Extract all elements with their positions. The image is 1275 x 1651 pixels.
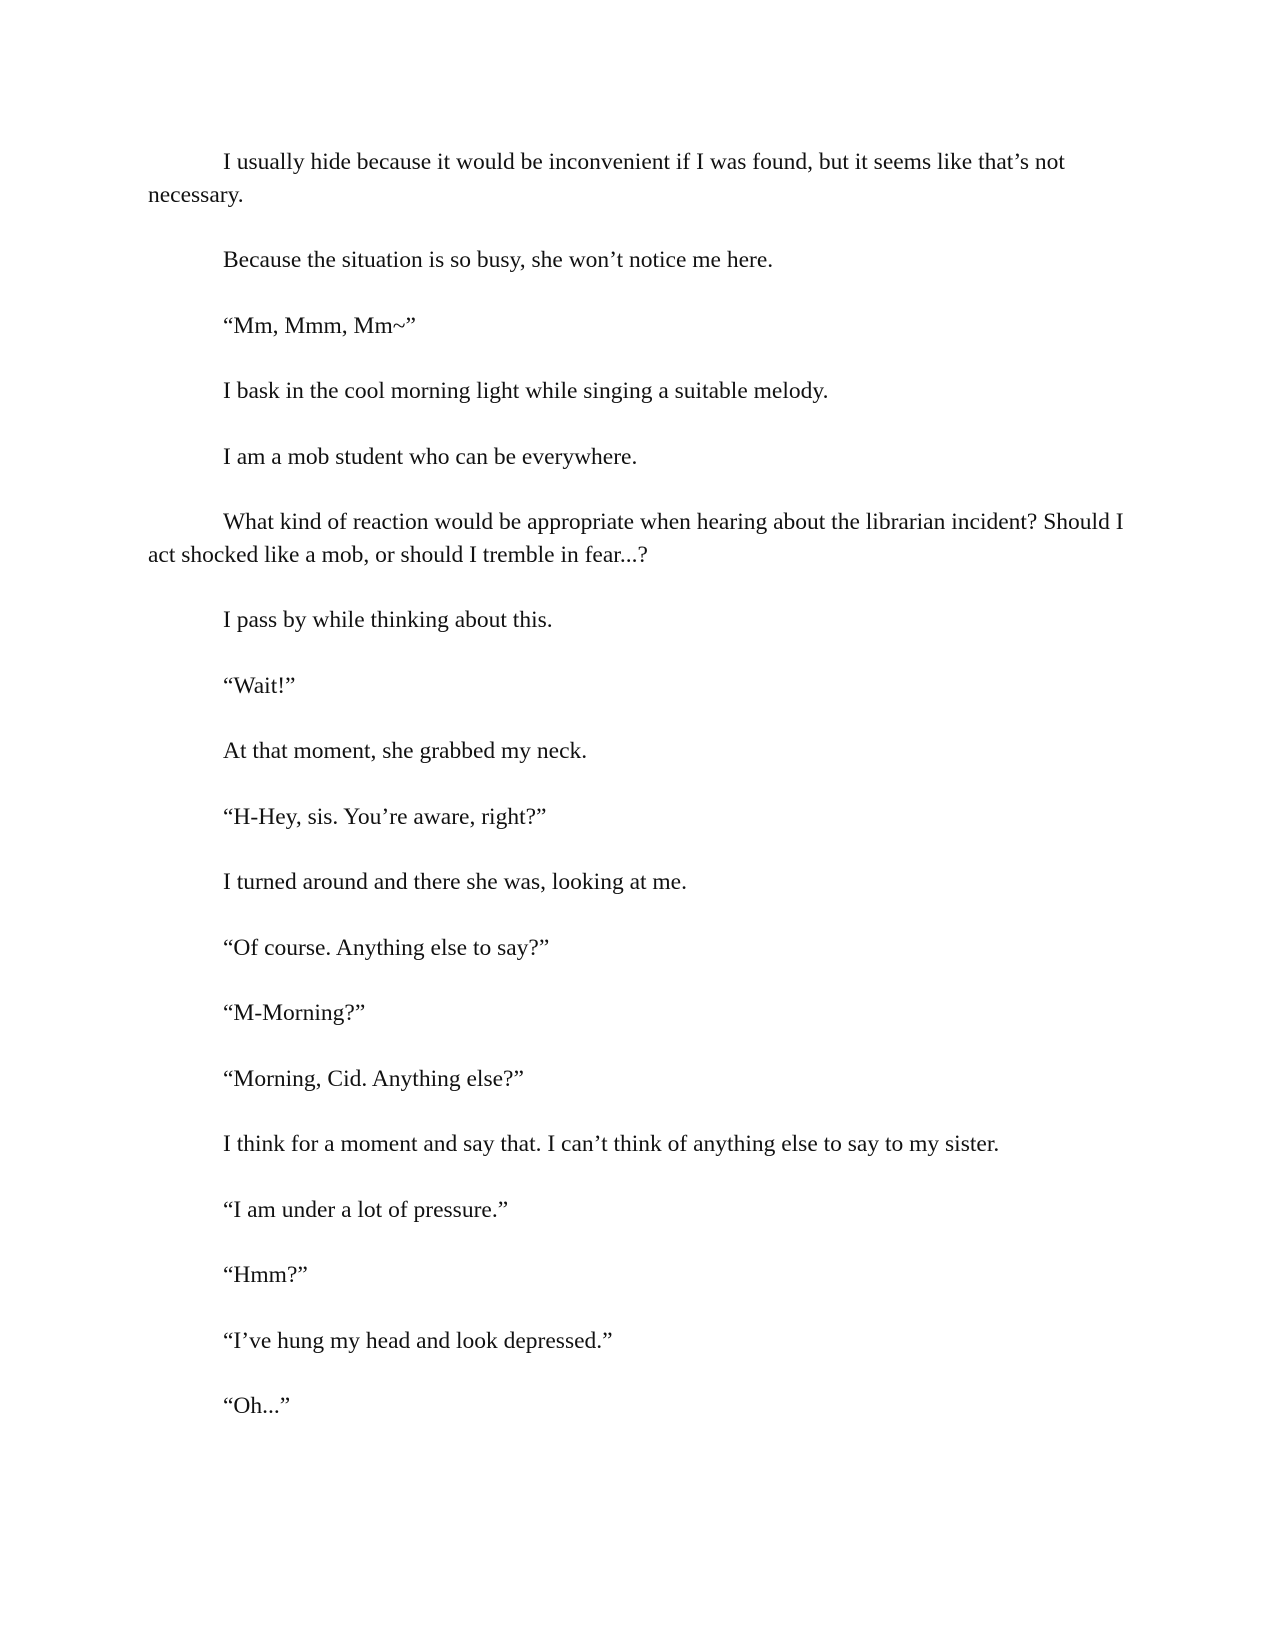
- paragraph-15: I think for a moment and say that. I can’t think of anything else to say to my sister.: [223, 1131, 1000, 1157]
- paragraph-11: I turned around and there she was, looking at me.: [223, 869, 687, 895]
- paragraph-10: “H-Hey, sis. You’re aware, right?”: [223, 803, 547, 830]
- paragraph-7: I pass by while thinking about this.: [223, 607, 553, 633]
- paragraph-8: “Wait!”: [223, 672, 296, 699]
- paragraph-5: I am a mob student who can be everywhere.: [223, 443, 638, 470]
- paragraph-14: “Morning, Cid. Anything else?”: [223, 1065, 524, 1092]
- paragraph-1: I usually hide because it would be inconvenient if I was found, but it seems like that’s not necessary.: [148, 149, 1065, 208]
- paragraph-9: At that moment, she grabbed my neck.: [223, 738, 588, 764]
- paragraph-13: “M-Morning?”: [223, 1000, 366, 1026]
- document-body: [148, 146, 1128, 1456]
- paragraph-6: What kind of reaction would be appropriate when hearing about the librarian incident? Should I act shocked like a mob, or should I tremble in fear...?: [148, 509, 1124, 568]
- paragraph-3: “Mm, Mmm, Mm~”: [223, 312, 416, 339]
- paragraph-16: “I am under a lot of pressure.”: [223, 1196, 509, 1223]
- paragraph-19: “Oh...”: [223, 1393, 291, 1419]
- paragraph-4: I bask in the cool morning light while singing a suitable melody.: [223, 378, 829, 404]
- paragraph-12: “Of course. Anything else to say?”: [223, 934, 550, 961]
- paragraph-18: “I’ve hung my head and look depressed.”: [223, 1327, 613, 1354]
- paragraph-17: “Hmm?”: [223, 1262, 308, 1288]
- paragraph-2: Because the situation is so busy, she won’t notice me here.: [223, 247, 774, 273]
